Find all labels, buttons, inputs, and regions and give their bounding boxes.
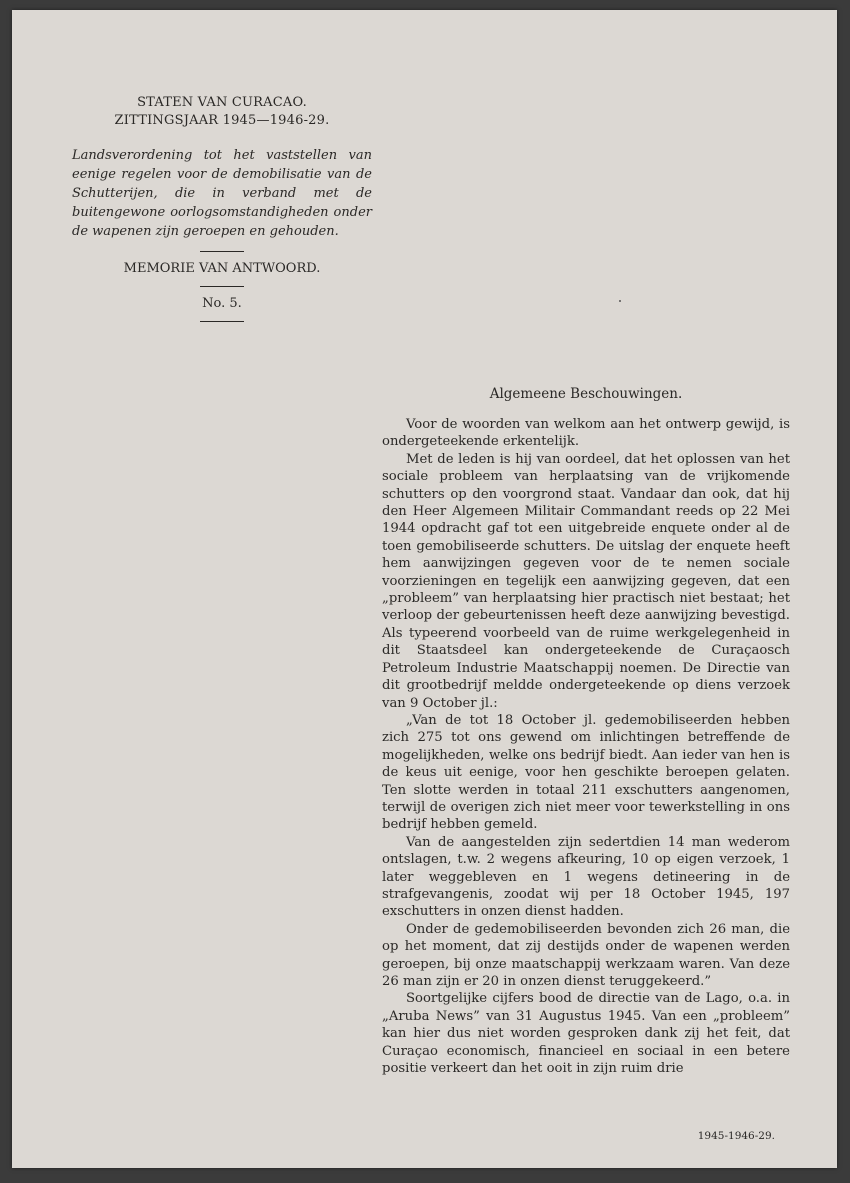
page-footer-code: 1945-1946-29.: [697, 1130, 775, 1142]
paragraph: Soortgelijke cijfers bood de directie van de Lago, o.a. in „Aruba News” van 31 Augustus 1945. Van een „probleem” kan hier dus niet worden gesproken dank zij het feit, dat Curaçao economisch, financieel en sociaal in een betere positie verkeert dan het ooit in zijn ruim drie: [382, 991, 790, 1077]
header-session: ZITTINGSJAAR 1945—1946-29.: [114, 113, 330, 128]
document-type: MEMORIE VAN ANTWOORD.: [123, 261, 321, 276]
document-header-block: [72, 94, 372, 331]
divider: [200, 251, 244, 252]
paragraph-quote: Van de aangestelden zijn sedertdien 14 man wederom ontslagen, t.w. 2 wegens afkeuring, 10 op eigen verzoek, 1 later weggebleven en 1 wegens detineering in de strafgevangenis, zoodat wij per 18 October 1945, 197 exschutters in onzen dienst hadden.: [382, 834, 790, 920]
paragraph-quote: Onder de gedemobiliseerden bevonden zich 26 man, die op het moment, dat zij destijds onder de wapenen werden geroepen, bij onze maatschappij werkzaam waren. Van deze 26 man zijn er 20 in onzen dienst teruggekeerd.”: [382, 921, 790, 989]
document-number: No. 5.: [202, 296, 242, 311]
divider: [200, 286, 244, 287]
divider: [200, 321, 244, 322]
body-column: [382, 386, 790, 1077]
header-title: STATEN VAN CURACAO.: [137, 95, 307, 110]
subject-text: Landsverordening tot het vaststellen van eenige regelen voor de demobilisatie van de Schutterijen, die in verband met de buitengewone oorlogsomstandigheden onder de wapenen zijn geroepen en gehouden.: [72, 148, 372, 239]
document-page: [12, 10, 837, 1168]
paragraph-quote: „Van de tot 18 October jl. gedemobiliseerden hebben zich 275 tot ons gewend om inlichtingen betreffende de mogelijkheden, welke ons bedrijf biedt. Aan ieder van hen is de keus uit eenige, voor hen geschikte beroepen gelaten. Ten slotte werden in totaal 211 exschutters aangenomen, terwijl de overigen zich niet meer voor tewerkstelling in ons bedrijf hebben gemeld.: [382, 712, 790, 833]
section-title: Algemeene Beschouwingen.: [489, 386, 683, 402]
paper-speck: [619, 300, 621, 302]
paragraph: Met de leden is hij van oordeel, dat het oplossen van het sociale probleem van herplaatsing van de vrijkomende schutters op den voorgrond staat. Vandaar dan ook, dat hij den Heer Algemeen Militair Commandant reeds op 22 Mei 1944 opdracht gaf tot een uitgebreide enquete onder al de toen gemobiliseerde schutters. De uitslag der enquete heeft hem aanwijzingen gegeven voor de te nemen sociale voorzieningen en tegelijk een aanwijzing gegeven, dat een „probleem” van herplaatsing hier practisch niet bestaat; het verloop der gebeurtenissen heeft deze aanwijzing bevestigd. Als typeerend voorbeeld van de ruime werkgelegenheid in dit Staatsdeel kan ondergeteekende de Curaçaosch Petroleum Industrie Maatschappij noemen. De Directie van dit grootbedrijf meldde ondergeteekende op diens verzoek van 9 October jl.:: [382, 451, 790, 711]
paragraph: Voor de woorden van welkom aan het ontwerp gewijd, is ondergeteekende erkentelijk.: [382, 417, 790, 450]
